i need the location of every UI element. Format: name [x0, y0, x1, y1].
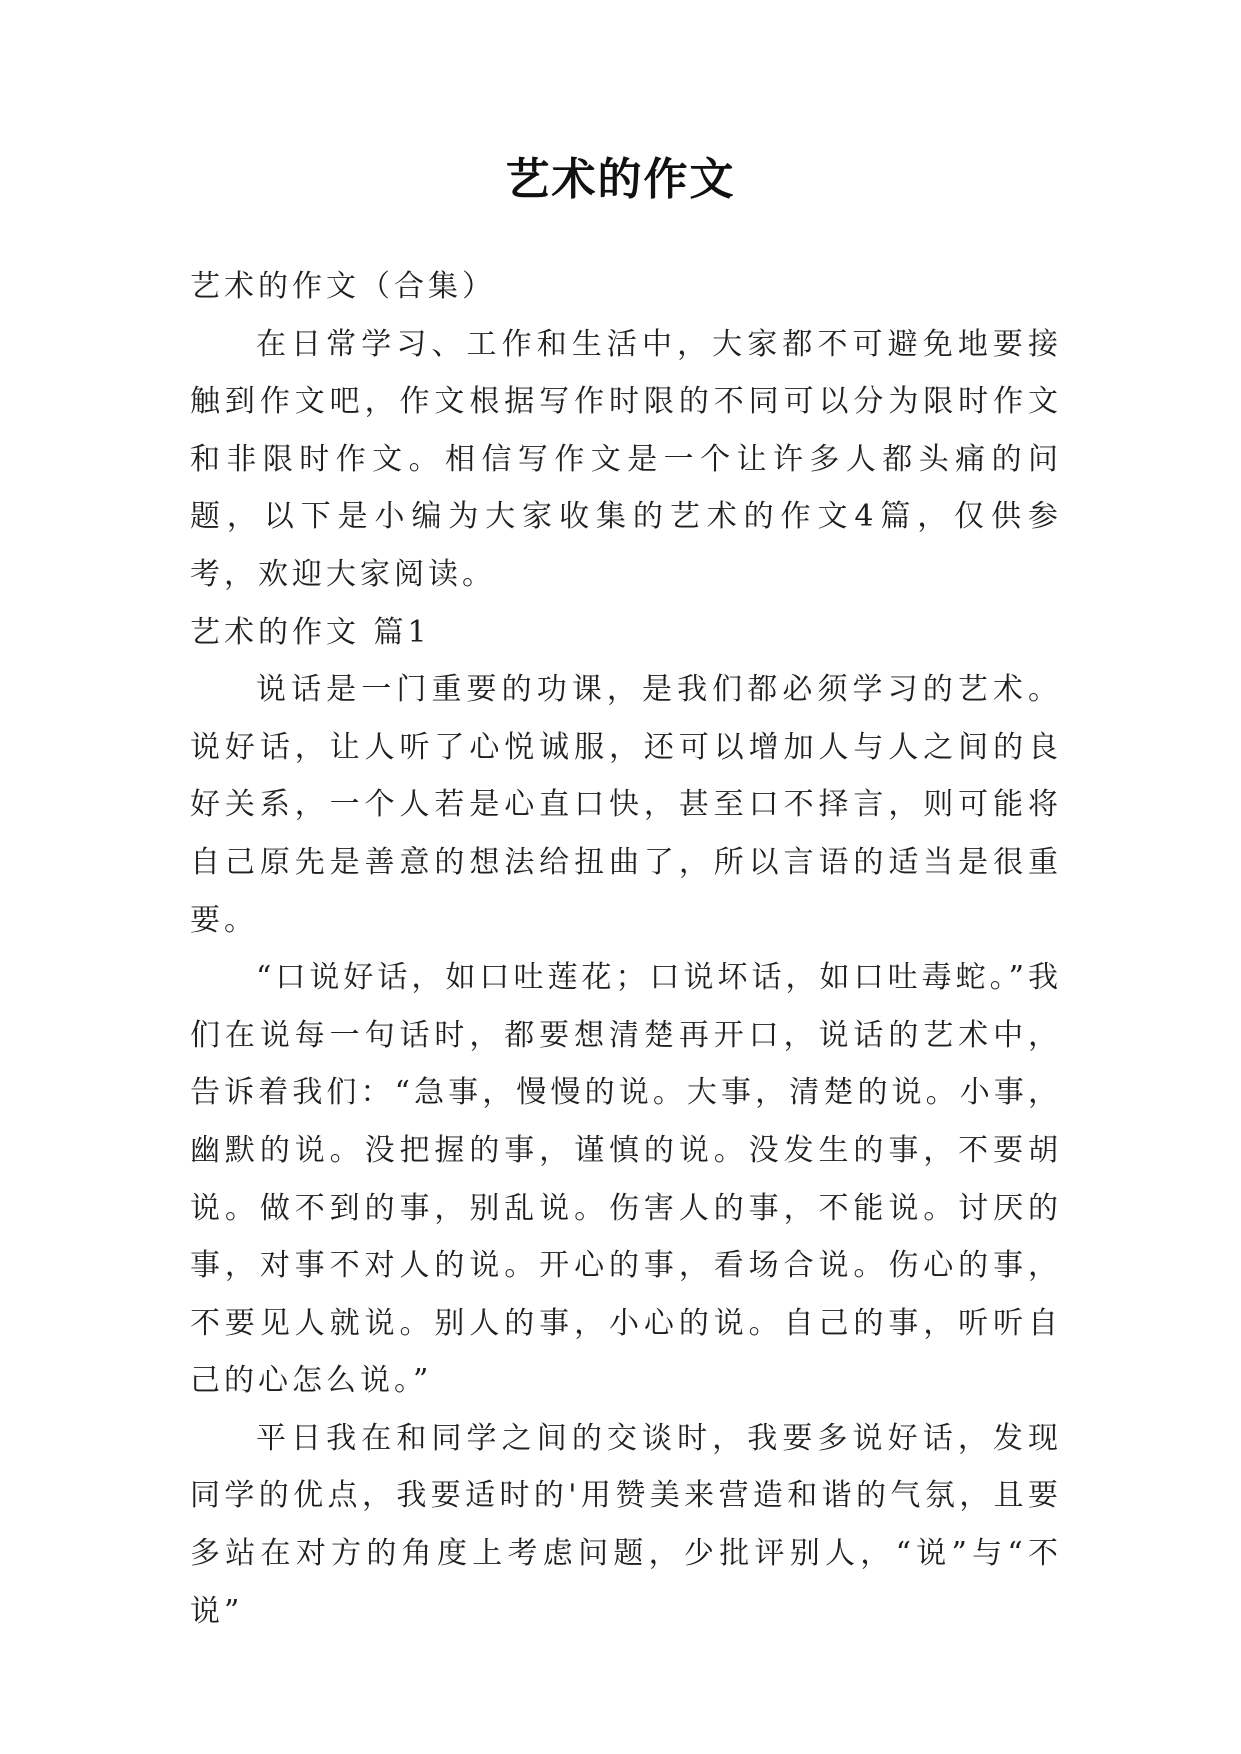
document-body: [190, 258, 1062, 1640]
intro-paragraph: 在日常学习、工作和生活中，大家都不可避免地要接触到作文吧，作文根据写作时限的不同可以分为限时作文和非限时作文。相信写作文是一个让许多人都头痛的问题，以下是小编为大家收集的艺术的作文4篇，仅供参考，欢迎大家阅读。: [190, 326, 1062, 592]
body-paragraph: 平日我在和同学之间的交谈时，我要多说好话，发现同学的优点，我要适时的'用赞美来营造和谐的气氛，且要多站在对方的角度上考虑问题，少批评别人，“说”与“不说”: [190, 1420, 1062, 1629]
essay-1-heading: 艺术的作文 篇1: [190, 614, 431, 650]
collection-heading: 艺术的作文（合集）: [190, 269, 496, 304]
body-paragraph: 说话是一门重要的功课，是我们都必须学习的艺术。说好话，让人听了心悦诚服，还可以增加人与人之间的良好关系，一个人若是心直口快，甚至口不择言，则可能将自己原先是善意的想法给扭曲了，所以言语的适当是很重要。: [190, 672, 1062, 938]
document-title: 艺术的作文: [505, 154, 736, 205]
body-paragraph: “口说好话，如口吐莲花；口说坏话，如口吐毒蛇。”我们在说每一句话时，都要想清楚再开口，说话的艺术中，告诉着我们：“急事，慢慢的说。大事，清楚的说。小事，幽默的说。没把握的事，谨慎的说。没发生的事，不要胡说。做不到的事，别乱说。伤害人的事，不能说。讨厌的事，对事不对人的说。开心的事，看场合说。伤心的事，不要见人就说。别人的事，小心的说。自己的事，听听自己的心怎么说。”: [190, 960, 1062, 1399]
